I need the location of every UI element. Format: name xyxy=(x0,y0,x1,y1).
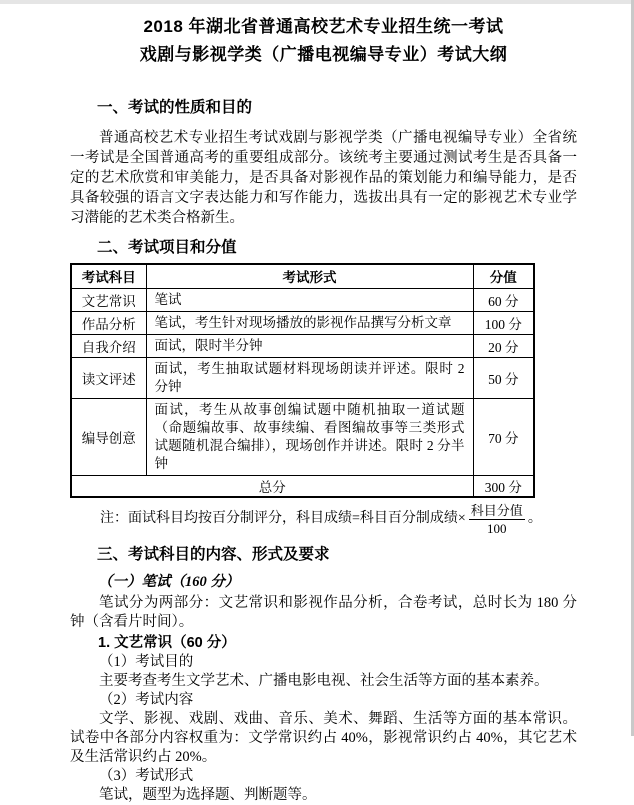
subsection1-paragraph: 笔试分为两部分：文艺常识和影视作品分析，合卷考试，总时长为 180 分钟（含看片时间）。 xyxy=(70,594,577,630)
item1-entry-body: 文学、影视、戏剧、戏曲、音乐、美术、舞蹈、生活等方面的基本常识。试卷中各部分内容权重为：文学常识约占 40%，影视常识约占 40%，其它艺术及生活常识约占 20%。 xyxy=(70,710,577,765)
cell-format: 面试，限时半分钟 xyxy=(146,334,473,357)
cell-score: 50 分 xyxy=(473,357,534,398)
cell-subject: 文艺常识 xyxy=(71,288,146,311)
note-text: 注：面试科目均按百分制评分，科目成绩=科目百分制成绩× xyxy=(100,511,466,526)
cell-score: 100 分 xyxy=(473,311,534,334)
table-row xyxy=(71,334,534,357)
column-header-score: 分值 xyxy=(473,264,534,288)
cell-format: 面试，考生从故事创编试题中随机抽取一道试题（命题编故事、故事续编、看图编故事等三类形式试题随机混合编排），现场创作并讲述。限时 2 分半钟 xyxy=(146,398,473,475)
total-label: 总分 xyxy=(71,475,473,497)
item1-heading: 1. 文艺常识（60 分） xyxy=(98,634,236,651)
item1-entry-label: （2）考试内容 xyxy=(99,691,194,708)
section3-heading: 三、考试科目的内容、形式及要求 xyxy=(97,545,330,563)
item1-entry-body: 主要考查考生文学艺术、广播电影电视、社会生活等方面的基本素养。 xyxy=(99,672,549,689)
section1-paragraph: 普通高校艺术专业招生考试戏剧与影视学类（广播电视编导专业）全省统一考试是全国普通高考的重要组成部分。该统考主要通过测试考生是否具备一定的艺术欣赏和审美能力，是否具备对影视作品的策划能力和编导能力，是否具备较强的语言文字表达能力和写作能力，选拔出具有一定的影视艺术专业学习潜能的艺术类合格新生。 xyxy=(70,130,577,226)
item1-entry-label: （1）考试目的 xyxy=(99,653,194,670)
cell-score: 60 分 xyxy=(473,288,534,311)
cell-format: 笔试 xyxy=(146,288,473,311)
section2-heading: 二、考试项目和分值 xyxy=(97,239,237,256)
total-score: 300 分 xyxy=(473,475,534,497)
subsection1-heading: （一）笔试（160 分） xyxy=(98,573,240,590)
item1-entry-body: 笔试，题型为选择题、判断题等。 xyxy=(99,786,317,803)
document-title-line2: 戏剧与影视学类（广播电视编导专业）考试大纲 xyxy=(139,45,508,64)
document-title-line1: 2018 年湖北省普通高校艺术专业招生统一考试 xyxy=(143,17,504,36)
table-row xyxy=(71,398,534,475)
cell-score: 20 分 xyxy=(473,334,534,357)
cell-score: 70 分 xyxy=(473,398,534,475)
fraction-denominator: 100 xyxy=(487,520,507,536)
table-row xyxy=(71,311,534,334)
cell-subject: 作品分析 xyxy=(71,311,146,334)
table-row xyxy=(71,357,534,398)
section1-heading: 一、考试的性质和目的 xyxy=(97,99,253,116)
table-row xyxy=(71,288,534,311)
column-header-subject: 考试科目 xyxy=(71,264,146,288)
column-header-format: 考试形式 xyxy=(146,264,473,288)
cell-subject: 自我介绍 xyxy=(71,334,146,357)
table-note xyxy=(70,503,577,536)
table-total-row xyxy=(71,475,534,497)
cell-format: 面试，考生抽取试题材料现场朗读并评述。限时 2 分钟 xyxy=(146,357,473,398)
note-fraction xyxy=(469,503,525,536)
item1-entry-label: （3）考试形式 xyxy=(99,767,194,784)
table-header-row xyxy=(71,264,534,288)
exam-score-table xyxy=(70,263,535,498)
cell-subject: 编导创意 xyxy=(71,398,146,475)
cell-subject: 读文评述 xyxy=(71,357,146,398)
note-period: 。 xyxy=(527,511,542,526)
viewer-edge-top xyxy=(0,0,634,4)
fraction-numerator: 科目分值 xyxy=(470,502,523,518)
cell-format: 笔试，考生针对现场播放的影视作品撰写分析文章 xyxy=(146,311,473,334)
